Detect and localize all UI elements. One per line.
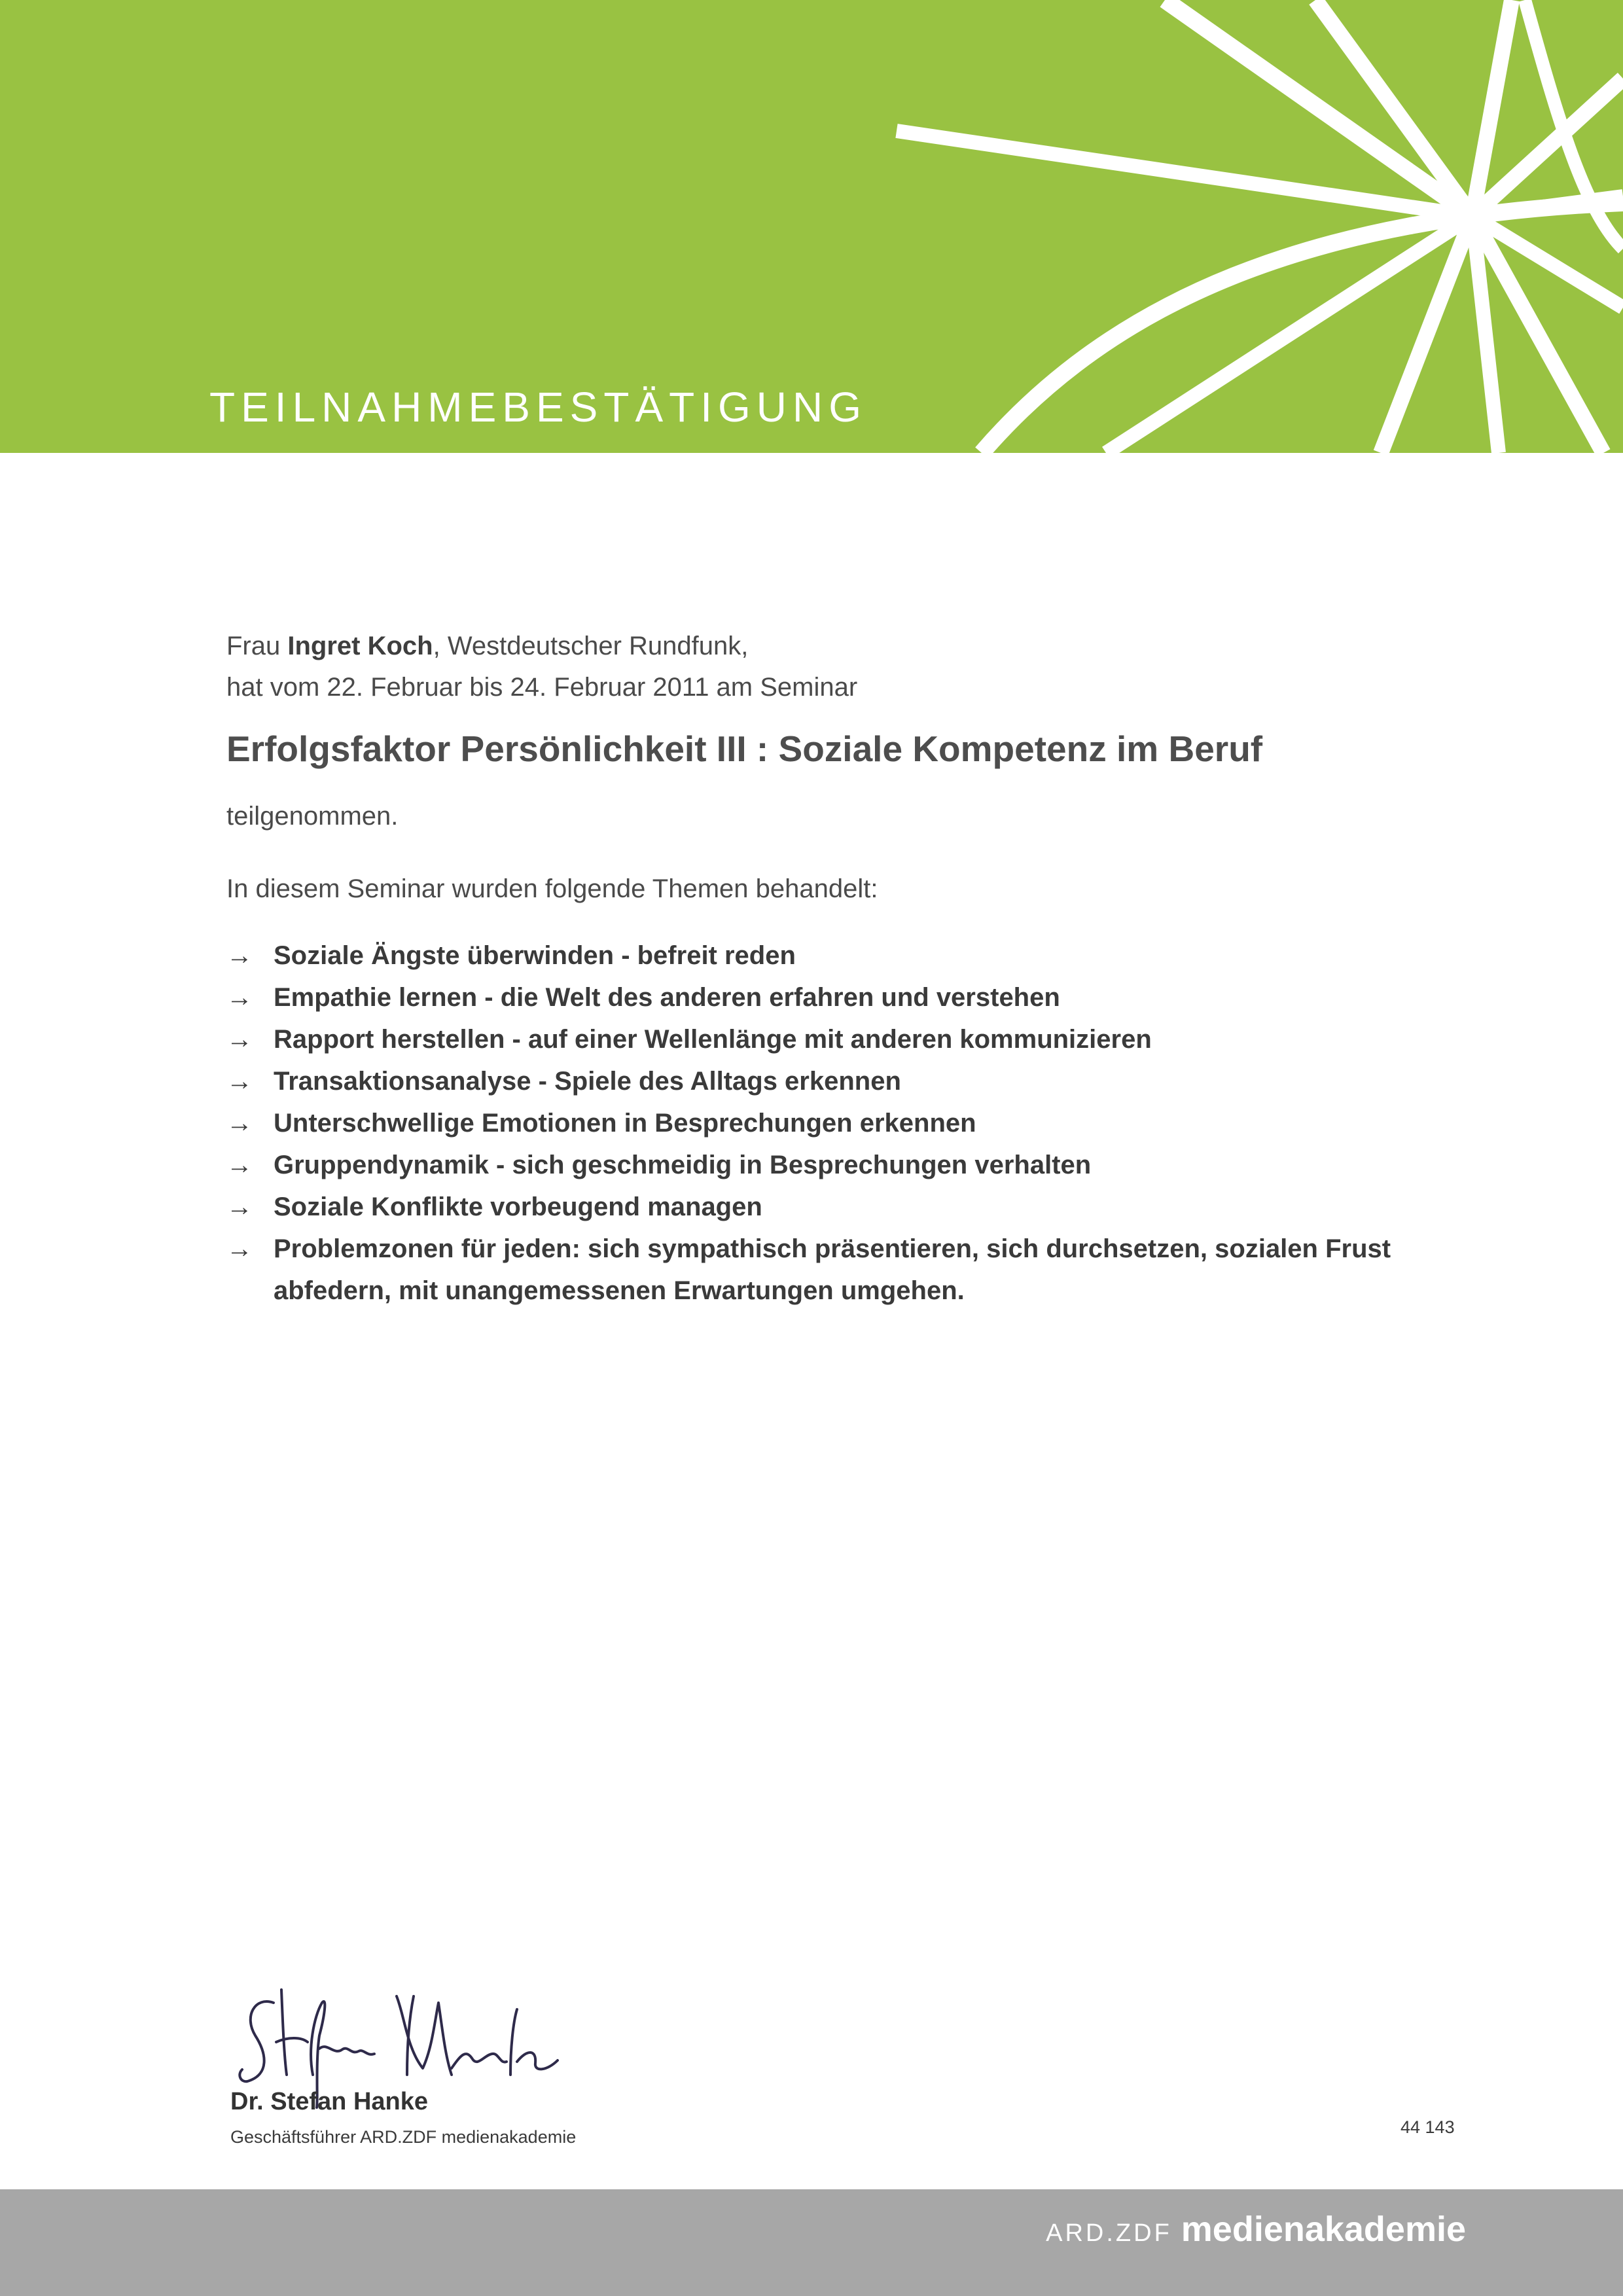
recipient-line xyxy=(226,632,748,661)
arrow-right-icon: → xyxy=(226,983,253,1012)
arrow-right-icon: → xyxy=(226,1067,253,1096)
arrow-right-icon: → xyxy=(226,1025,253,1054)
footer-bar xyxy=(0,2189,1623,2296)
footer-logo-prefix: ARD.ZDF xyxy=(1046,2219,1172,2247)
recipient-name: Ingret Koch xyxy=(287,632,433,660)
list-item xyxy=(226,1060,1509,1102)
list-item xyxy=(226,1228,1509,1312)
topics-intro: In diesem Seminar wurden folgende Themen behandelt: xyxy=(226,874,878,903)
topic-text: Soziale Ängste überwinden - befreit reden xyxy=(274,941,796,970)
topic-text: Unterschwellige Emotionen in Besprechungen erkennen xyxy=(274,1109,976,1138)
topics-list xyxy=(226,935,1509,1312)
topic-text: Empathie lernen - die Welt des anderen erfahren und verstehen xyxy=(274,983,1060,1012)
topic-text: Rapport herstellen - auf einer Wellenlänge mit anderen kommunizieren xyxy=(274,1025,1152,1054)
arrow-right-icon: → xyxy=(226,1151,253,1179)
list-item xyxy=(226,935,1509,977)
recipient-salutation: Frau xyxy=(226,632,281,660)
list-item xyxy=(226,977,1509,1018)
header-banner xyxy=(0,0,1623,453)
list-item xyxy=(226,1018,1509,1060)
footer-logo xyxy=(1046,2209,1466,2250)
recipient-organization: , Westdeutscher Rundfunk, xyxy=(433,632,749,660)
participated-text: teilgenommen. xyxy=(226,802,399,831)
seminar-title: Erfolgsfaktor Persönlichkeit III : Soziale Kompetenz im Beruf xyxy=(226,728,1263,769)
certificate-title: TEILNAHMEBESTÄTIGUNG xyxy=(209,384,867,431)
list-item xyxy=(226,1144,1509,1186)
arrow-right-icon: → xyxy=(226,1234,253,1263)
footer-logo-name: medienakademie xyxy=(1181,2210,1466,2249)
topic-text: Transaktionsanalyse - Spiele des Alltags erkennen xyxy=(274,1067,901,1096)
signer-role: Geschäftsführer ARD.ZDF medienakademie xyxy=(230,2127,577,2147)
arrow-right-icon: → xyxy=(226,941,253,970)
topic-text: Problemzonen für jeden: sich sympathisch präsentieren, sich durchsetzen, sozialen Frust abfedern, mit unangemessenen Erwartungen umgehen. xyxy=(274,1234,1391,1305)
list-item xyxy=(226,1186,1509,1228)
arrow-right-icon: → xyxy=(226,1193,253,1221)
list-item xyxy=(226,1102,1509,1144)
arrow-right-icon: → xyxy=(226,1109,253,1138)
document-number: 44 143 xyxy=(1400,2117,1455,2137)
dates-line: hat vom 22. Februar bis 24. Februar 2011 am Seminar xyxy=(226,673,858,702)
signer-name: Dr. Stefan Hanke xyxy=(230,2088,428,2115)
topic-text: Soziale Konflikte vorbeugend managen xyxy=(274,1193,762,1221)
topic-text: Gruppendynamik - sich geschmeidig in Besprechungen verhalten xyxy=(274,1151,1092,1179)
